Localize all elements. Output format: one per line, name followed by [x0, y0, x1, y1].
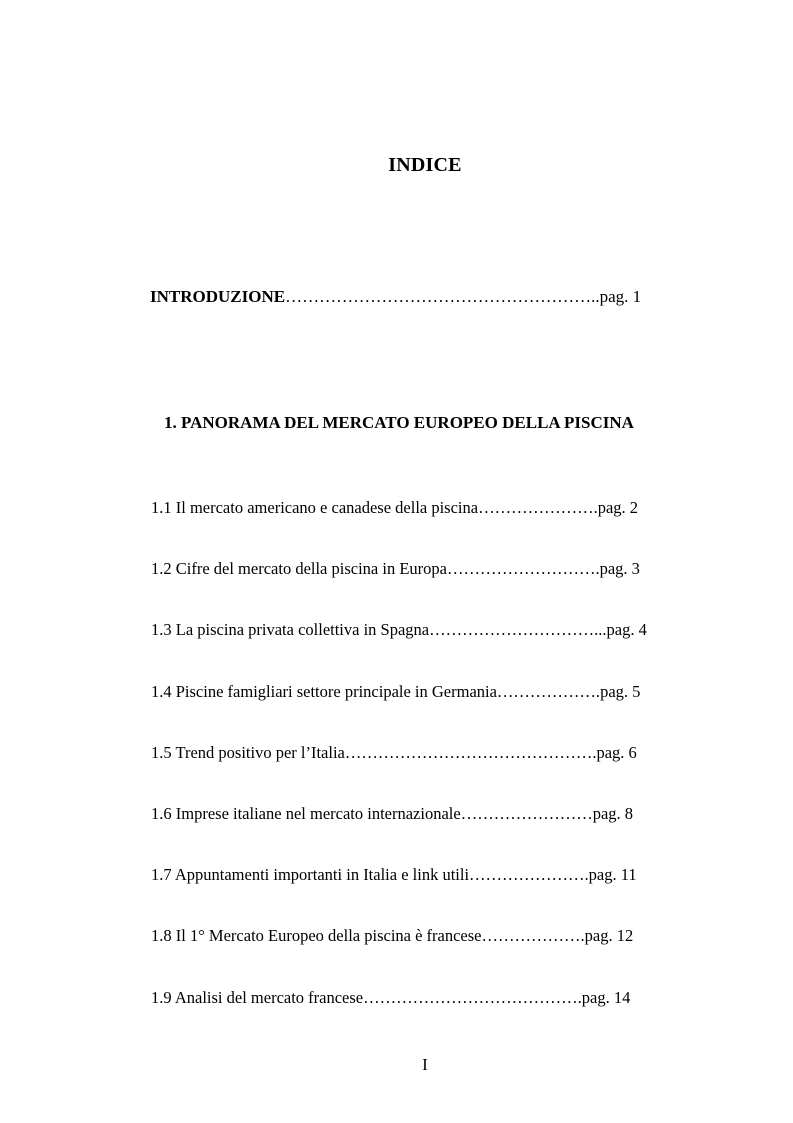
toc-entry-page: pag. 2: [597, 498, 639, 517]
toc-entry-text: 1.9 Analisi del mercato francese………………………………….: [151, 987, 582, 1007]
toc-entry-label: INTRODUZIONE: [150, 287, 286, 306]
toc-entry[interactable]: [151, 803, 647, 864]
toc-entry[interactable]: [151, 681, 647, 742]
toc-entry-text: 1.2 Cifre del mercato della piscina in Europa……………………….: [151, 559, 600, 579]
toc-entry-page: pag. 6: [596, 742, 637, 762]
toc-entry[interactable]: [151, 742, 647, 803]
toc-list: [151, 497, 647, 1048]
toc-entry-introduction[interactable]: [150, 287, 641, 307]
toc-entry-page: pag. 12: [584, 926, 634, 946]
toc-entry-leader: ………………………………………………..: [285, 287, 600, 306]
toc-entry-text: 1.5 Trend positivo per l’Italia……………………………………….: [151, 742, 597, 762]
page-title: INDICE: [388, 154, 462, 176]
toc-entry[interactable]: [151, 864, 647, 925]
toc-entry-page: pag. 5: [600, 681, 641, 701]
toc-entry[interactable]: [151, 925, 647, 986]
toc-entry-page: pag. 4: [606, 620, 647, 640]
toc-entry-page: pag. 3: [599, 559, 640, 579]
chapter-heading: 1. PANORAMA DEL MERCATO EUROPEO DELLA PISCINA: [164, 413, 634, 432]
toc-entry[interactable]: [151, 497, 647, 558]
toc-entry-page: pag. 14: [581, 987, 631, 1007]
toc-entry-text: 1.1 Il mercato americano e canadese della piscina………………….: [151, 498, 598, 517]
page-number: I: [422, 1055, 428, 1074]
toc-entry-text: 1.6 Imprese italiane nel mercato internazionale……………………: [151, 803, 593, 823]
toc-entry[interactable]: [151, 987, 647, 1048]
toc-entry-page: pag. 8: [592, 803, 634, 823]
toc-entry-text: 1.3 La piscina privata collettiva in Spagna…………………………...: [151, 620, 607, 640]
toc-entry-page: pag. 1: [599, 287, 642, 306]
toc-entry-text: 1.7 Appuntamenti importanti in Italia e link utili………………….: [151, 865, 589, 885]
toc-entry-page: pag. 11: [588, 865, 637, 885]
toc-entry-text: 1.8 Il 1° Mercato Europeo della piscina è francese……………….: [151, 926, 585, 946]
toc-entry[interactable]: [151, 558, 647, 619]
toc-entry[interactable]: [151, 619, 647, 680]
toc-entry-text: 1.4 Piscine famigliari settore principale in Germania……………….: [151, 681, 601, 701]
